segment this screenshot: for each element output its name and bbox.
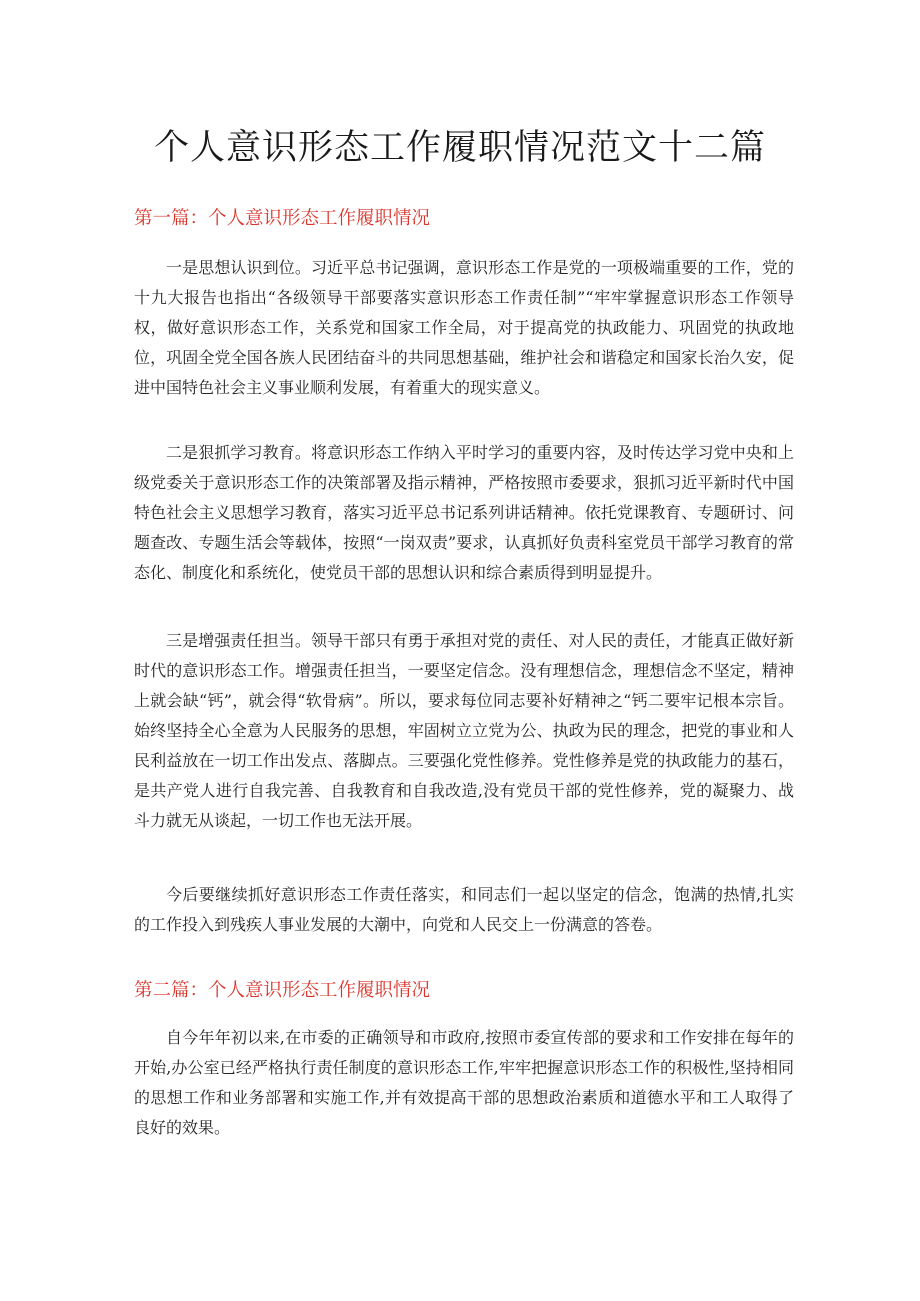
paragraph: 三是增强责任担当。领导干部只有勇于承担对党的责任、对人民的责任，才能真正做好新时代的意识形态工作。增强责任担当，一要坚定信念。没有理想信念，理想信念不坚定，精神上就会缺“钙”，就会得“软骨病”。所以，要求每位同志要补好精神之“钙二要牢记根本宗旨。始终坚持全心全意为人民服务的思想，牢固树立立党为公、执政为民的理念，把党的事业和人民利益放在一切工作出发点、落脚点。三要强化党性修养。党性修养是党的执政能力的基石，是共产党人进行自我完善、自我教育和自我改造,没有党员干部的党性修养，党的凝聚力、战斗力就无从谈起，一切工作也无法开展。 bbox=[134, 631, 794, 830]
paragraph: 一是思想认识到位。习近平总书记强调，意识形态工作是党的一项极端重要的工作，党的十九大报告也指出“各级领导干部要落实意识形态工作责任制”“牢牢掌握意识形态工作领导权，做好意识形态工作，关系党和国家工作全局，对于提高党的执政能力、巩固党的执政地位，巩固全党全国各族人民团结奋斗的共同思想基础，维护社会和谐稳定和国家长治久安，促进中国特色社会主义事业顺利发展，有着重大的现实意义。 bbox=[134, 258, 794, 397]
document-title: 个人意识形态工作履职情况范文十二篇 bbox=[153, 128, 766, 168]
section-heading-2: 第二篇：个人意识形态工作履职情况 bbox=[134, 980, 431, 1001]
section-heading-1: 第一篇：个人意识形态工作履职情况 bbox=[134, 208, 431, 229]
paragraph: 今后要继续抓好意识形态工作责任落实，和同志们一起以坚定的信念，饱满的热情,扎实的工作投入到残疾人事业发展的大潮中，向党和人民交上一份满意的答卷。 bbox=[134, 885, 794, 934]
paragraph: 二是狠抓学习教育。将意识形态工作纳入平时学习的重要内容，及时传达学习党中央和上级党委关于意识形态工作的决策部署及指示精神，严格按照市委要求，狠抓习近平新时代中国特色社会主义思想学习教育，落实习近平总书记系列讲话精神。依托党课教育、专题研讨、问题查改、专题生活会等载体，按照“一岗双责”要求，认真抓好负责科室党员干部学习教育的常态化、制度化和系统化，使党员干部的思想认识和综合素质得到明显提升。 bbox=[134, 443, 794, 582]
paragraph: 自今年年初以来,在市委的正确领导和市政府,按照市委宣传部的要求和工作安排在每年的开始,办公室已经严格执行责任制度的意识形态工作,牢牢把握意识形态工作的积极性,坚持相同的思想工作和业务部署和实施工作,并有效提高干部的思想政治素质和道德水平和工人取得了良好的效果。 bbox=[134, 1028, 794, 1137]
